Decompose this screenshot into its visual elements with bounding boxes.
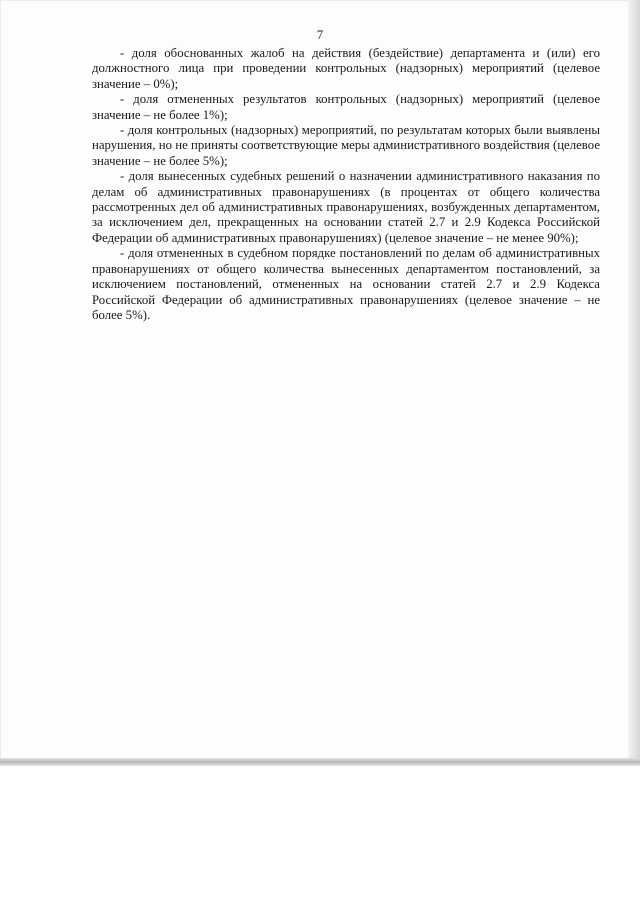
paragraph-cancelled-results-share: - доля отмененных результатов контрольных (надзорных) мероприятий (целевое значение – не более 1%); [92,92,600,122]
document-body [92,46,600,323]
page-edge-shadow [628,0,640,763]
paragraph-court-decisions-share: - доля вынесенных судебных решений о назначении административного наказания по делам об административных правонарушениях (в процентах от общего количества рассмотренных дел об административных правонарушениях, возбужденных департаментом, за исключением дел, прекращенных на основании статей 2.7 и 2.9 Кодекса Российской Федерации об административных правонарушениях) (целевое значение – не менее 90%); [92,169,600,245]
page-bottom-edge [0,758,640,766]
paragraph-violations-no-measures-share: - доля контрольных (надзорных) мероприятий, по результатам которых были выявлены нарушения, но не приняты соответствующие меры административного воздействия (целевое значение – не более 5%); [92,123,600,168]
page-number: 7 [316,28,324,42]
paragraph-cancelled-rulings-share: - доля отмененных в судебном порядке постановлений по делам об административных правонарушениях от общего количества вынесенных департаментом постановлений, за исключением постановлений, отмененных на основании статей 2.7 и 2.9 Кодекса Российской Федерации об административных правонарушениях (целевое значение – не более 5%). [92,246,600,322]
paragraph-complaints-share: - доля обоснованных жалоб на действия (бездействие) департамента и (или) его должностного лица при проведении контрольных (надзорных) мероприятий (целевое значение – 0%); [92,46,600,91]
